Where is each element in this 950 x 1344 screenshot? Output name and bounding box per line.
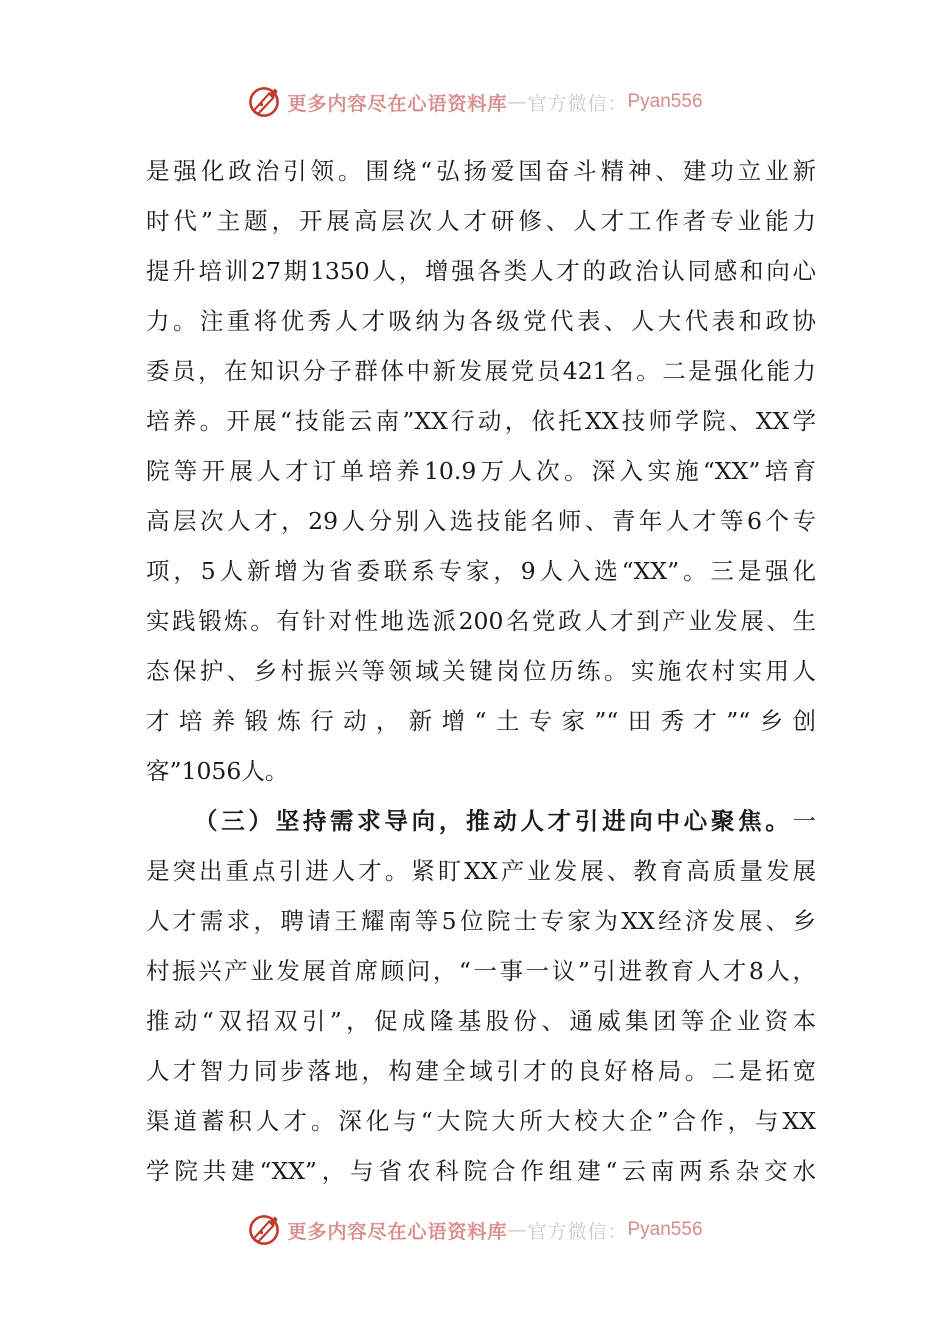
- watermark-header: [0, 82, 950, 122]
- watermark-wechat-label: 官方微信：: [527, 1220, 628, 1243]
- text-line: 实践锻炼。有针对性地选派200名党政人才到产业发展、生: [146, 607, 816, 635]
- watermark-footer: [0, 1210, 950, 1250]
- section-heading-line: [146, 796, 816, 846]
- text-line: 人才需求，聘请王耀南等5位院士专家为XX经济发展、乡: [146, 907, 816, 935]
- text-line: 是强化政治引领。围绕“弘扬爱国奋斗精神、建功立业新: [146, 157, 816, 185]
- text-line: 态保护、乡村振兴等领域关键岗位历练。实施农村实用人: [146, 657, 816, 685]
- document-body: [146, 146, 816, 1196]
- section-heading: （三）坚持需求导向，推动人才引进向中心聚焦。: [194, 807, 793, 835]
- text-line: 才培养锻炼行动，新增“土专家”“田秀才”“乡创: [146, 707, 816, 735]
- text-line: 高层次人才，29人分别入选技能名师、青年人才等6个专: [146, 507, 816, 535]
- paragraph-2: [146, 796, 816, 1196]
- heading-tail: 一: [792, 807, 816, 835]
- text-line: 项，5人新增为省委联系专家，9人入选“XX”。三是强化: [146, 557, 816, 585]
- text-line: 提升培训27期1350人，增强各类人才的政治认同感和向心: [146, 257, 816, 285]
- text-line: 客”1056人。: [146, 757, 289, 785]
- text-line: 是突出重点引进人才。紧盯XX产业发展、教育高质量发展: [146, 857, 816, 885]
- text-line: 力。注重将优秀人才吸纳为各级党代表、人大代表和政协: [146, 307, 816, 335]
- watermark-dash: —: [507, 1219, 528, 1241]
- watermark-site-name: 更多内容尽在心语资料库: [287, 1220, 508, 1243]
- watermark-site-name: 更多内容尽在心语资料库: [287, 92, 508, 115]
- paragraph-1: [146, 146, 816, 796]
- text-line: 院等开展人才订单培养10.9万人次。深入实施“XX”培育: [146, 457, 816, 485]
- text-line: 培养。开展“技能云南”XX行动，依托XX技师学院、XX学: [146, 407, 816, 435]
- pen-nib-logo-icon: [247, 1213, 281, 1247]
- text-line: 委员，在知识分子群体中新发展党员421名。二是强化能力: [146, 357, 816, 385]
- watermark-dash: —: [507, 91, 528, 113]
- text-line: 渠道蓄积人才。深化与“大院大所大校大企”合作，与XX: [146, 1107, 816, 1135]
- pen-nib-logo-icon: [247, 85, 281, 119]
- watermark-wechat-id: Pyan556: [627, 91, 703, 112]
- text-line: 人才智力同步落地，构建全域引才的良好格局。二是拓宽: [146, 1057, 816, 1085]
- text-line: 村振兴产业发展首席顾问，“一事一议”引进教育人才8人，: [146, 957, 816, 985]
- text-line: 推动“双招双引”，促成隆基股份、通威集团等企业资本: [146, 1007, 816, 1035]
- text-line: 时代”主题，开展高层次人才研修、人才工作者专业能力: [146, 207, 816, 235]
- text-line: 学院共建“XX”，与省农科院合作组建“云南两系杂交水: [146, 1157, 816, 1185]
- watermark-wechat-id: Pyan556: [627, 1219, 703, 1240]
- watermark-wechat-label: 官方微信：: [527, 92, 628, 115]
